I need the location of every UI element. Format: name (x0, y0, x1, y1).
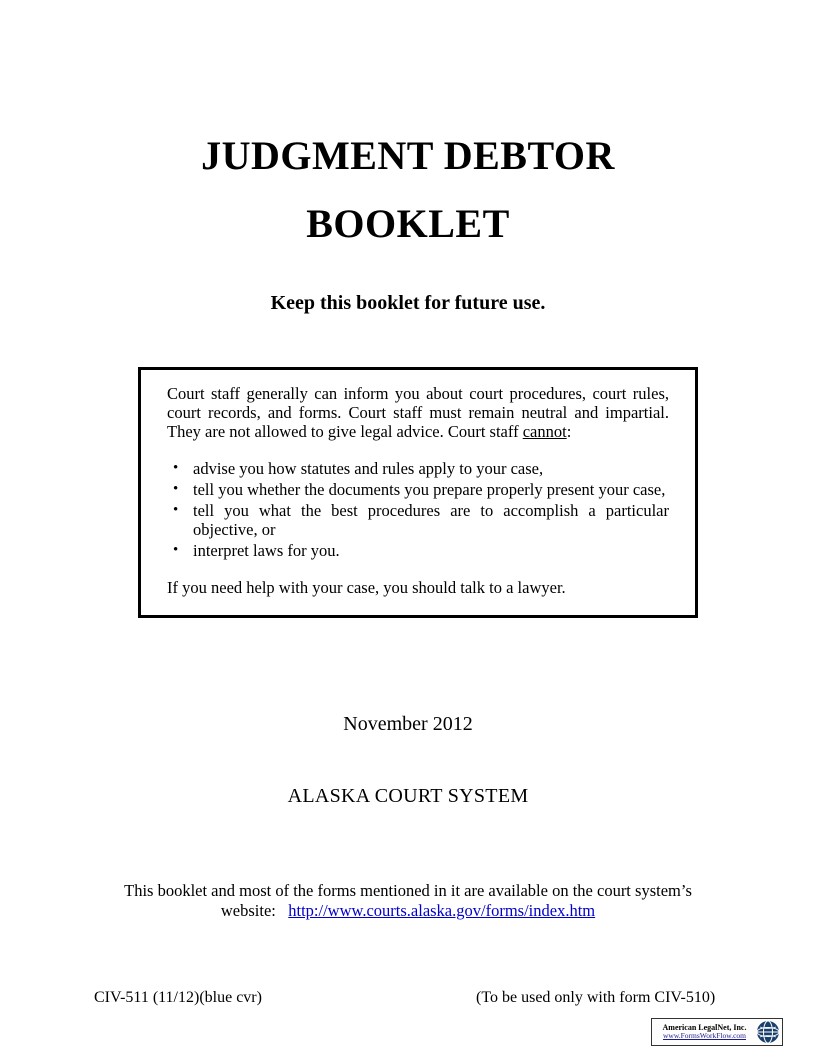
list-item: • interpret laws for you. (167, 541, 669, 560)
title-line-2: BOOKLET (306, 201, 510, 246)
website-note-text: This booklet and most of the forms mentioned in it are available on the court system’s website: (124, 881, 692, 920)
court-staff-notice-box (138, 367, 698, 618)
legalnet-stamp (651, 1018, 783, 1046)
notice-paragraph-emphasis: cannot (522, 422, 567, 441)
notice-paragraph (167, 384, 669, 441)
notice-bullet-list (167, 459, 669, 560)
website-url-link[interactable]: http://www.courts.alaska.gov/forms/index.htm (288, 901, 596, 920)
notice-closing-text: If you need help with your case, you should talk to a lawyer. (167, 578, 566, 597)
footer (0, 989, 816, 1011)
list-item: • advise you how statutes and rules apply to your case, (167, 459, 669, 478)
legalnet-url: www.FormsWorkFlow.com (662, 1031, 746, 1041)
legalnet-stamp-text (652, 1024, 755, 1040)
publication-date: November 2012 (343, 713, 473, 735)
legalnet-name: American LegalNet, Inc. (662, 1022, 747, 1032)
list-item: • tell you whether the documents you prepare properly present your case, (167, 480, 669, 499)
organization-name: ALASKA COURT SYSTEM (287, 785, 529, 807)
form-usage-note: (To be used only with form CIV-510) (476, 989, 716, 1006)
form-number: CIV-511 (11/12)(blue cvr) (94, 989, 262, 1006)
legalnet-logo-icon (755, 1019, 781, 1045)
notice-paragraph-part1: Court staff generally can inform you about court procedures, court rules, court records, and forms. Court staff must remain neutral and impartial. They are not allowed to give legal advice. Court staff (167, 384, 669, 441)
website-note (108, 881, 708, 921)
title-line-1: JUDGMENT DEBTOR (201, 133, 615, 178)
notice-paragraph-part2: : (566, 422, 572, 441)
page-title (0, 122, 816, 258)
subtitle: Keep this booklet for future use. (270, 292, 546, 314)
list-item: • tell you what the best procedures are to accomplish a particular objective, or (167, 501, 669, 539)
